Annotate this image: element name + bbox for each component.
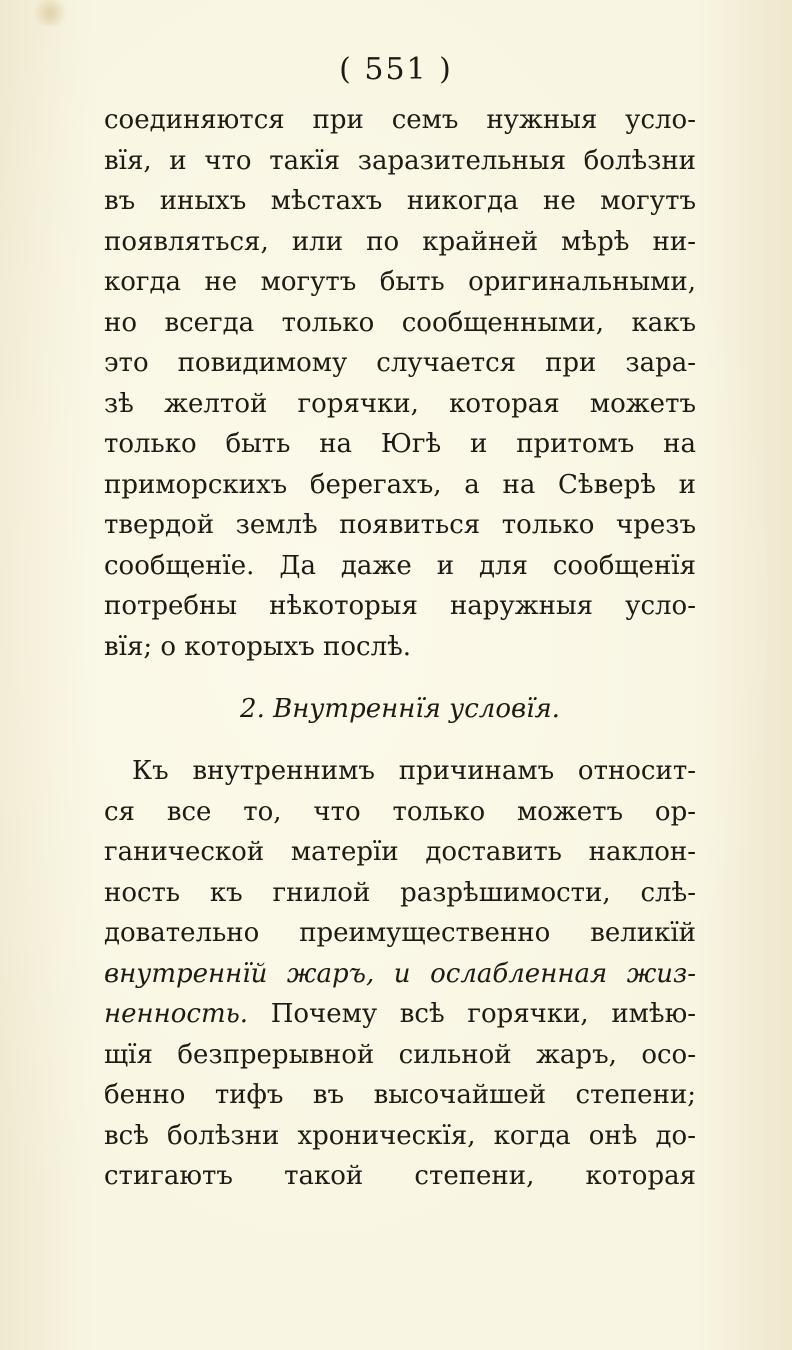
italic-phrase: ненность. [104,999,249,1029]
text-line: твердой землѣ появиться только чрезъ [104,510,696,540]
body-text [104,100,696,1197]
text-line: довательно преимущественно великїй [104,918,696,948]
text-line: когда не могутъ быть оригинальными, [104,267,696,297]
text-line: приморскихъ берегахъ, а на Сѣверѣ и [104,469,696,500]
text-line: ность къ гнилой разрѣшимости, слѣ- [104,877,696,908]
paper-stain [30,0,70,26]
text-line: въ иныхъ мѣстахъ никогда не могутъ [104,186,696,216]
section-heading: 2. Внутреннїя условїя. [240,694,560,724]
text-line: щїя безпрерывной сильной жаръ, осо- [104,1039,696,1070]
text-line [104,994,696,1035]
paragraph-gap [104,667,696,681]
text-line: бенно тифъ въ высочайшей степени; [104,1080,696,1110]
text-line: Къ внутреннимъ причинамъ относит- [132,756,696,786]
text-line: только быть на Югѣ и притомъ на [104,429,696,459]
paragraph-gap [104,737,696,751]
text-line: появляться, или по крайней мѣрѣ ни- [104,226,696,257]
text-line: ся все то, что только можетъ ор- [104,796,696,827]
text-line: но всегда только сообщенными, какъ [104,307,696,338]
text-line: всѣ болѣзни хроническїя, когда онѣ до- [104,1120,696,1151]
text-line: соединяются при семъ нужныя усло- [104,105,696,135]
italic-text-line: внутреннїй жаръ, и ослабленная жиз- [104,958,696,989]
text-run: Почему всѣ горячки, имѣю- [248,999,696,1029]
text-line: ганической матерїи доставить наклон- [104,837,696,867]
text-line: сообщенїе. Да даже и для сообщенїя [104,550,696,581]
text-line: стигаютъ такой степени, которая [104,1161,696,1191]
text-line: вїя; о которыхъ послѣ. [104,631,412,662]
text-line: потребны нѣкоторыя наружныя усло- [104,591,696,621]
text-line: вїя, и что такїя заразительныя болѣзни [104,145,696,176]
page-number: ( 551 ) [339,52,453,87]
text-line: это повидимому случается при зара- [104,348,696,378]
text-line: зѣ желтой горячки, которая можетъ [104,388,696,419]
